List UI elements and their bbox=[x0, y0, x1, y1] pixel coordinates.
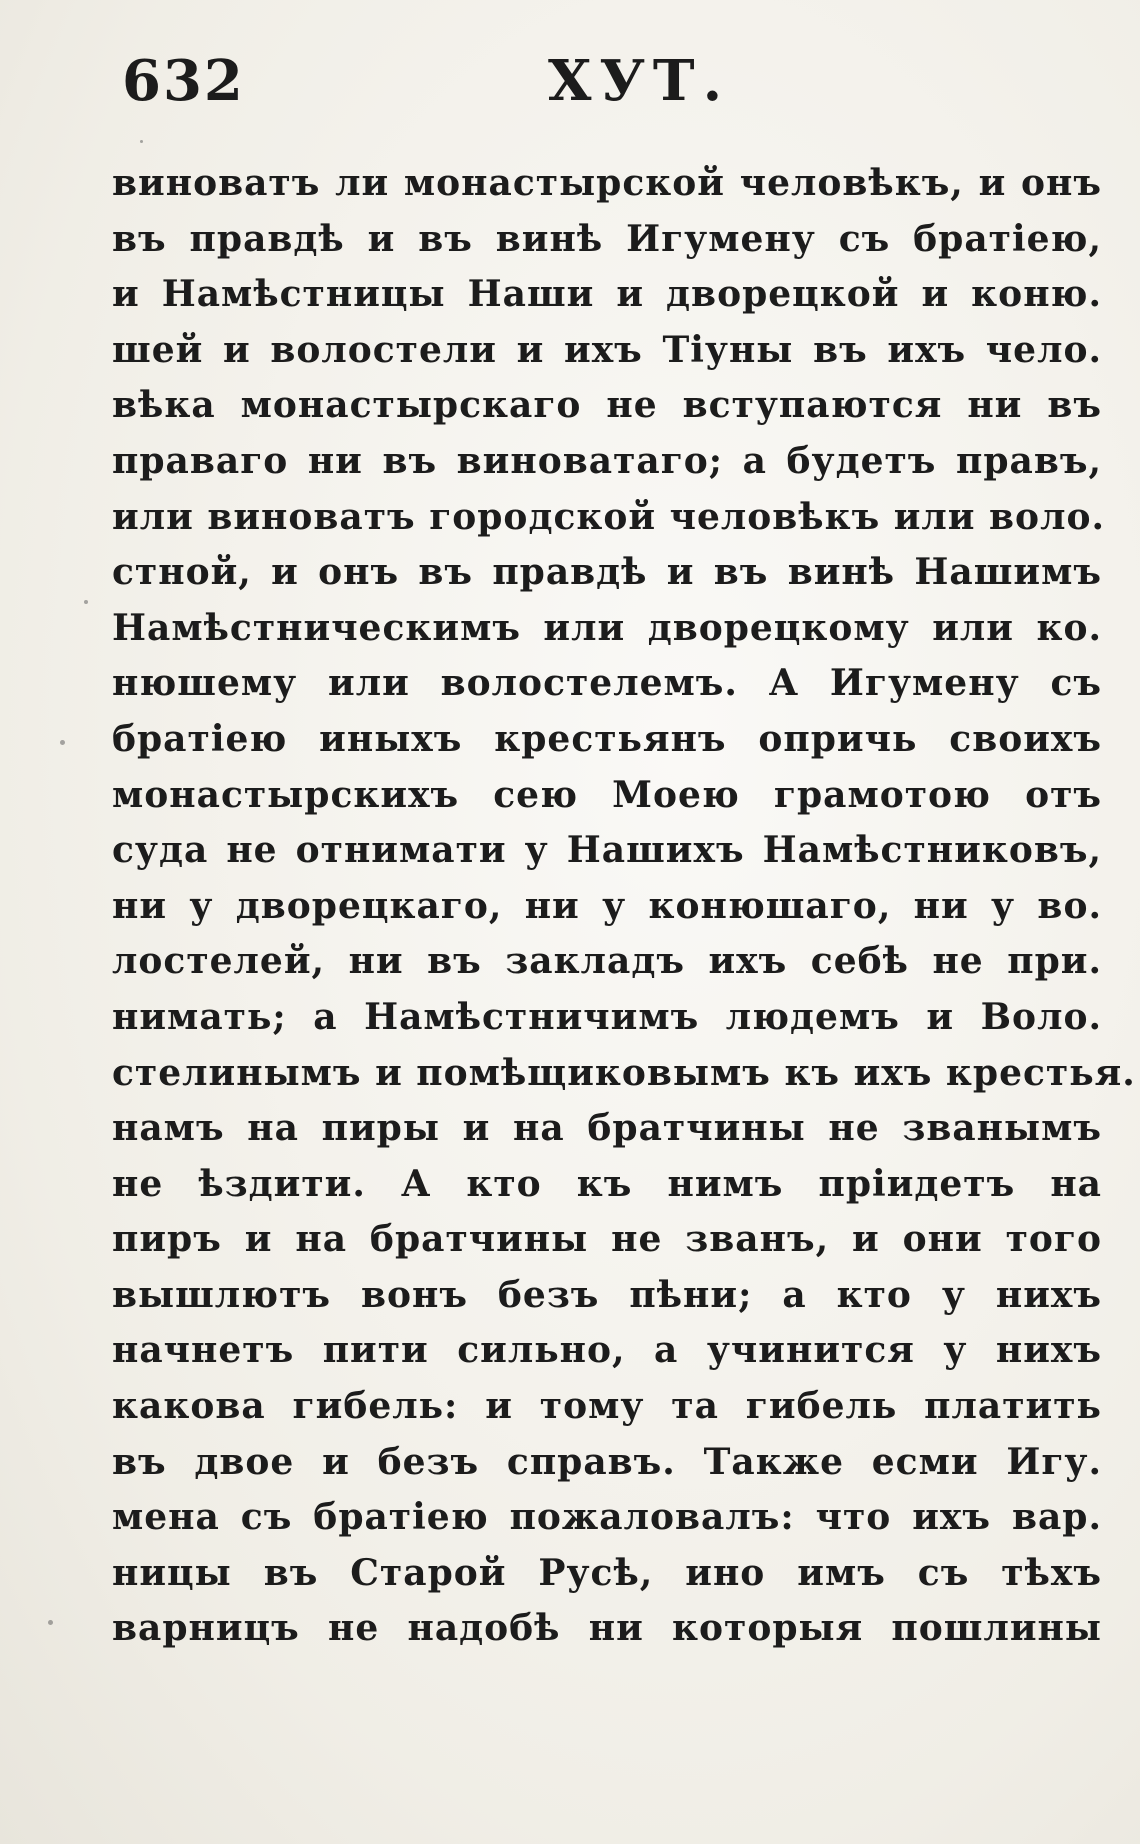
text-line: нимать; а Намѣстничимъ людемъ и Воло. bbox=[112, 995, 1102, 1038]
text-line: начнетъ пити сильно, а учинится у нихъ bbox=[112, 1329, 1102, 1372]
text-line: не ѣздити. А кто къ нимъ прiидетъ на bbox=[112, 1162, 1102, 1205]
text-line: праваго ни въ виноватаго; а будетъ правъ, bbox=[112, 439, 1102, 482]
page-number: 632 bbox=[122, 48, 245, 114]
text-line: вышлютъ вонъ безъ пѣни; а кто у нихъ bbox=[112, 1273, 1102, 1316]
text-line: какова гибель: и тому та гибель платить bbox=[112, 1385, 1102, 1428]
text-line: ни у дворецкаго, ни у конюшаго, ни у во. bbox=[112, 884, 1102, 927]
text-line: намъ на пиры и на братчины не званымъ bbox=[112, 1107, 1102, 1150]
ink-speck bbox=[60, 740, 65, 745]
text-line: стной, и онъ въ правдѣ и въ винѣ Нашимъ bbox=[112, 551, 1102, 594]
text-line: братiею иныхъ крестьянъ опричь своихъ bbox=[112, 717, 1102, 760]
text-line: вѣка монастырскаго не вступаются ни въ bbox=[112, 384, 1102, 427]
text-line: монастырскихъ сею Моею грамотою отъ bbox=[112, 773, 1102, 816]
ink-speck bbox=[84, 600, 88, 604]
text-line: шей и волостели и ихъ Тiуны въ ихъ чело. bbox=[112, 328, 1102, 371]
text-line: или виноватъ городской человѣкъ или воло. bbox=[112, 495, 1105, 538]
text-line: пиръ и на братчины не званъ, и они того bbox=[112, 1218, 1102, 1261]
body-text bbox=[112, 156, 1136, 1657]
text-line: въ двое и безъ справъ. Также есми Игу. bbox=[112, 1440, 1102, 1483]
text-line: варницъ не надобѣ ни которыя пошлины bbox=[112, 1607, 1102, 1650]
text-line: и Намѣстницы Наши и дворецкой и коню. bbox=[112, 273, 1102, 316]
text-line: ницы въ Старой Русѣ, ино имъ съ тѣхъ bbox=[112, 1551, 1102, 1594]
text-line: Намѣстническимъ или дворецкому или ко. bbox=[112, 606, 1102, 649]
ink-speck bbox=[48, 1620, 53, 1625]
ink-speck bbox=[140, 140, 143, 143]
text-line: суда не отнимати у Нашихъ Намѣстниковъ, bbox=[112, 829, 1102, 872]
running-head: ХУТ. bbox=[548, 48, 731, 114]
text-line: въ правдѣ и въ винѣ Игумену съ братiею, bbox=[112, 217, 1102, 260]
text-line: лостелей, ни въ закладъ ихъ себѣ не при. bbox=[112, 940, 1102, 983]
text-line: нюшему или волостелемъ. А Игумену съ bbox=[112, 662, 1102, 705]
text-line: мена съ братiею пожаловалъ: что ихъ вар. bbox=[112, 1496, 1102, 1539]
text-line: виноватъ ли монастырской человѣкъ, и онъ bbox=[112, 162, 1102, 204]
text-line: стелинымъ и помѣщиковымъ къ ихъ крестья. bbox=[112, 1051, 1136, 1094]
